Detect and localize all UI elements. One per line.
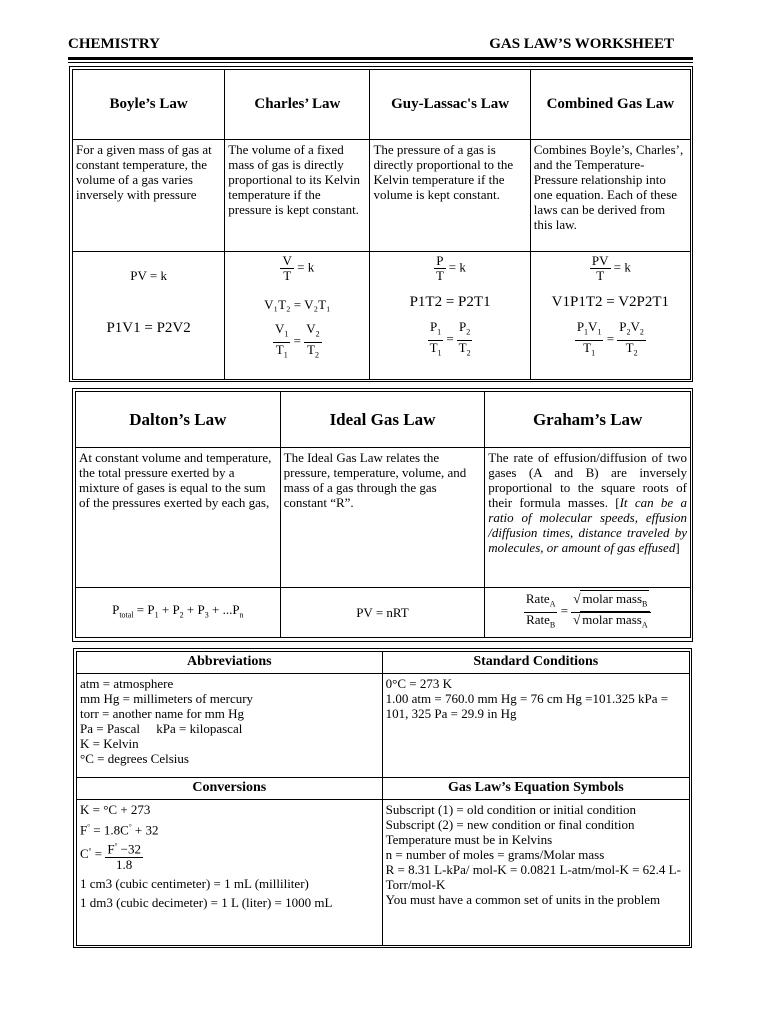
law-name-combined: Combined Gas Law — [530, 70, 690, 140]
law-name-boyle: Boyle’s Law — [73, 70, 225, 140]
conv-cm: 1 cm3 (cubic centimeter) = 1 mL (milliliter) — [80, 875, 309, 891]
std-item: 0°C = 273 K — [385, 676, 452, 691]
abbrev-item: mm Hg = millimeters of mercury — [80, 691, 254, 706]
combined-ratio: $\frac{P_1V_1}{T_1}$ = $\frac{P_2V_2}{T_2}$ — [576, 319, 644, 358]
header-rule-thin — [68, 62, 693, 63]
law-name-graham: Graham’s Law — [485, 392, 691, 448]
law-name-guy-lassac: Guy-Lassac's Law — [370, 70, 530, 140]
desc-combined: Combines Boyle’s, Charles’, and the Temperature-Pressure relationship into one equation. Each of these laws can be derived from this law. — [530, 140, 690, 252]
guy-den: T — [435, 268, 444, 283]
std-title: Standard Conditions — [382, 652, 689, 674]
eq-graham: $\frac{Rate_A}{Rate_B}$ = $\frac{√ molar mass_B}{√ molar mass_A}$ — [485, 588, 691, 638]
abbrev-item: Pa = Pascal kPa = kilopascal — [80, 721, 243, 736]
charles-fraction — [228, 254, 366, 283]
conv-c: C° = $\frac{F^\circ -32}{1.8}$ — [80, 839, 379, 871]
eq-guy-lassac — [370, 252, 530, 380]
law-name-charles: Charles’ Law — [225, 70, 370, 140]
symbols-title: Gas Law’s Equation Symbols — [382, 778, 689, 800]
std-list — [382, 674, 689, 778]
conv-item: K = °C + 273 — [80, 802, 151, 817]
symbol-item: n = number of moles = grams/Molar mass — [385, 847, 605, 862]
header-rule-thick — [68, 57, 693, 60]
worksheet-title: GAS LAW’S WORKSHEET — [489, 36, 674, 52]
guy-rhs: = k — [448, 259, 466, 275]
charles-den: T — [283, 268, 292, 283]
desc-ideal: The Ideal Gas Law relates the pressure, temperature, volume, and mass of a gas through the gas constant “R”. — [280, 448, 485, 588]
conv-dm: 1 dm3 (cubic decimeter) = 1 L (liter) = 1000 mL — [80, 894, 333, 910]
law-name-dalton: Dalton’s Law — [76, 392, 281, 448]
symbol-item: R = 8.31 L-kPa/ mol-K = 0.0821 L-atm/mol-K = 62.4 L-Torr/mol-K — [385, 862, 681, 892]
abbrev-list — [77, 674, 383, 778]
charles-num: V — [282, 253, 292, 268]
subject-title: CHEMISTRY — [68, 36, 160, 52]
conv-title: Conversions — [77, 778, 383, 800]
boyle-eq1: PV = k — [130, 268, 167, 283]
graham-italic: It can be a ratio of molecular speeds, effusion /diffusion times, distance traveled by molecules, or amount of gas effused — [488, 495, 687, 555]
eq-boyle — [73, 252, 225, 380]
eq-ideal: PV = nRT — [280, 588, 485, 638]
charles-ratio: $\frac{V_1}{T_1}$ = $\frac{V_2}{T_2}$ — [275, 321, 320, 360]
desc-boyle: For a given mass of gas at constant temperature, the volume of a gas varies inversely with pressure — [73, 140, 225, 252]
combined-eq2: V1P1T2 = V2P2T1 — [551, 294, 670, 310]
std-item: 1.00 atm = 760.0 mm Hg = 76 cm Hg =101.325 kPa = 101, 325 Pa = 29.9 in Hg — [385, 691, 669, 721]
desc-graham: The rate of effusion/diffusion of two gases (A and B) are inversely proportional to the square roots of their formula masses. [It can be a ratio of molecular speeds, effusion /diffusion times, distance traveled by molecules, or amount of gas effused] — [485, 448, 691, 588]
desc-guy-lassac: The pressure of a gas is directly proportional to the Kelvin temperature if the volume is kept constant. — [370, 140, 530, 252]
desc-charles: The volume of a fixed mass of gas is directly proportional to its Kelvin temperature if the pressure is kept constant. — [225, 140, 370, 252]
abbrev-item: °C = degrees Celsius — [80, 751, 189, 766]
combined-rhs: = k — [613, 259, 631, 275]
eq-dalton: $P_{total} = P_1 + P_2 + P_3 + ...P_n$ — [76, 588, 281, 638]
guy-eq2: P1T2 = P2T1 — [409, 294, 491, 310]
charles-eq2: V₁T₂ = V₂T₁ — [264, 297, 331, 312]
combined-fraction — [534, 254, 687, 283]
symbol-item: Subscript (1) = old condition or initial condition — [385, 802, 636, 817]
guy-fraction — [373, 254, 526, 283]
charles-rhs: = k — [297, 259, 315, 275]
symbol-item: You must have a common set of units in the problem — [385, 892, 661, 907]
conv-list — [77, 800, 383, 946]
law-name-ideal: Ideal Gas Law — [280, 392, 485, 448]
symbols-list — [382, 800, 689, 946]
abbrev-item: atm = atmosphere — [80, 676, 174, 691]
abbrev-title: Abbreviations — [77, 652, 383, 674]
reference-table — [76, 651, 690, 946]
desc-dalton: At constant volume and temperature, the total pressure exerted by a mixture of gases is equal to the sum of the pressures exerted by each gas, — [76, 448, 281, 588]
conv-f: F° = 1.8C° + 32 — [80, 822, 159, 838]
combined-den: T — [596, 268, 605, 283]
boyle-eq2: P1V1 = P2V2 — [106, 320, 191, 336]
symbol-item: Temperature must be in Kelvins — [385, 832, 553, 847]
guy-ratio: $\frac{P_1}{T_1}$ = $\frac{P_2}{T_2}$ — [429, 319, 471, 358]
eq-combined — [530, 252, 690, 380]
graham-text: The rate of effusion/diffusion of two gases (A and B) are inversely proportional to the square roots of their formula masses. [ — [488, 450, 687, 510]
gas-laws-table-2 — [75, 391, 691, 638]
eq-charles — [225, 252, 370, 380]
abbrev-item: torr = another name for mm Hg — [80, 706, 245, 721]
symbol-item: Subscript (2) = new condition or final condition — [385, 817, 635, 832]
guy-num: P — [436, 253, 444, 268]
gas-laws-table-1 — [72, 69, 691, 380]
page-header — [68, 36, 674, 52]
abbrev-item: K = Kelvin — [80, 736, 139, 751]
combined-num: PV — [591, 253, 609, 268]
